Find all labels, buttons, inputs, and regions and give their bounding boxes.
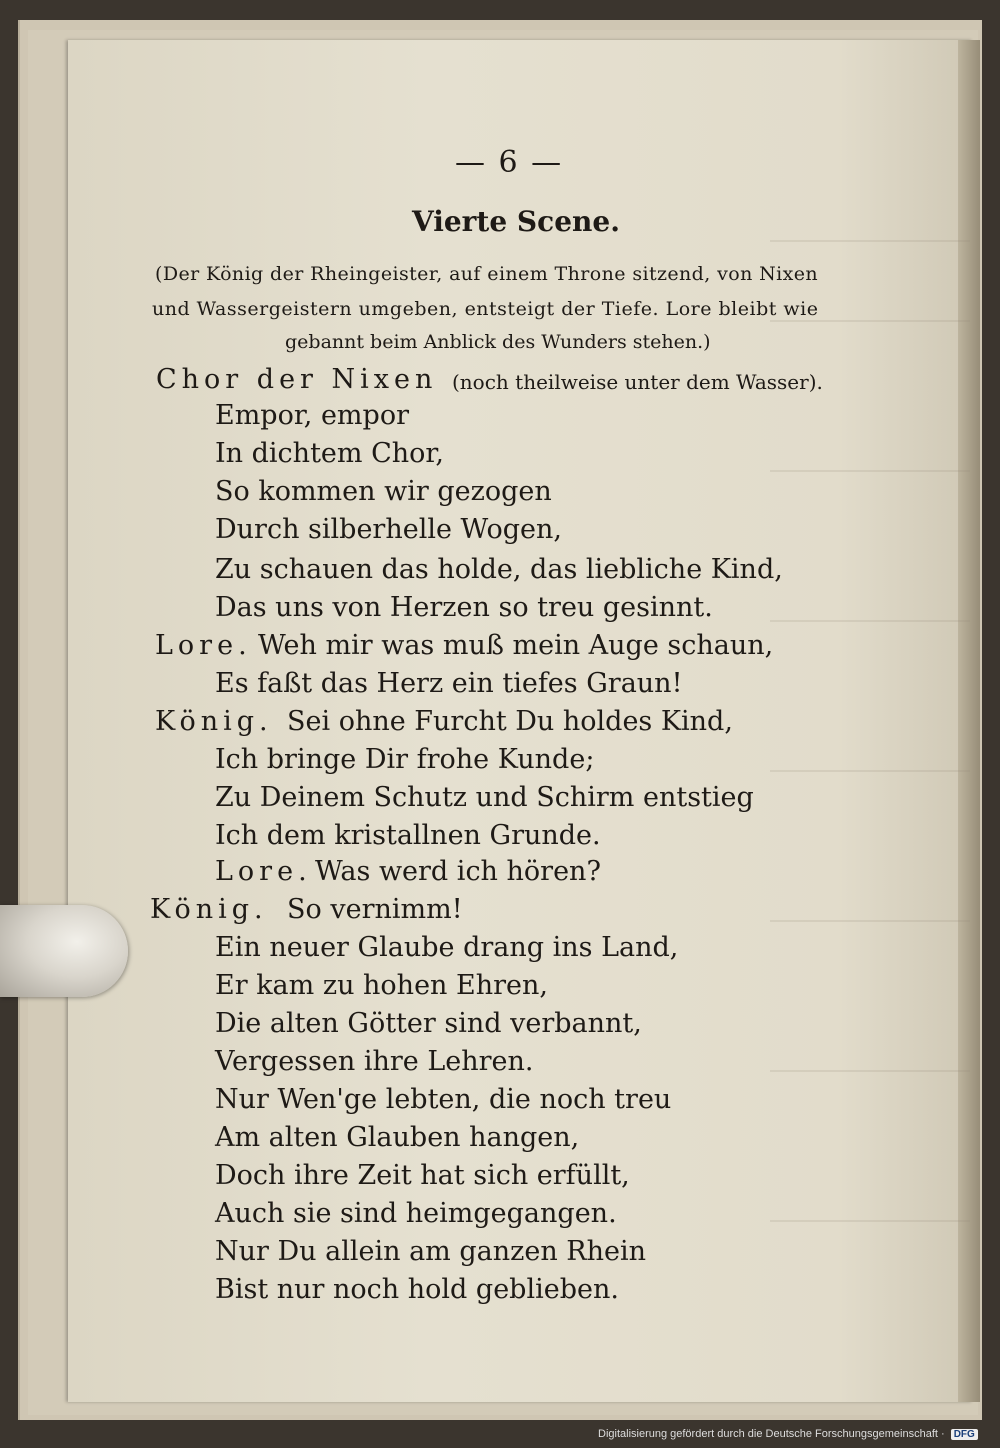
verse-line: Auch sie sind heimgegangen. <box>215 1198 617 1229</box>
verse-line: Die alten Götter sind verbannt, <box>215 1008 642 1039</box>
verse-line: Doch ihre Zeit hat sich erfüllt, <box>215 1160 630 1191</box>
speaker-label: Lore. <box>215 856 312 887</box>
verse-line: Es faßt das Herz ein tiefes Graun! <box>215 668 683 699</box>
verse-line: Am alten Glauben hangen, <box>215 1122 580 1153</box>
verse-line: Ich dem kristallnen Grunde. <box>215 820 601 851</box>
verse-line: So kommen wir gezogen <box>215 476 552 507</box>
bleed-through-line <box>770 620 970 623</box>
verse-line: In dichtem Chor, <box>215 438 444 469</box>
bleed-through-line <box>770 470 970 473</box>
verse-line: Ein neuer Glaube drang ins Land, <box>215 932 679 963</box>
credit-text: Digitalisierung gefördert durch die Deutsche Forschungsgemeinschaft · <box>598 1428 945 1440</box>
digitization-credit <box>598 1428 978 1440</box>
speaker-label: König. <box>150 894 268 925</box>
verse-line: Durch silberhelle Wogen, <box>215 514 562 545</box>
stage-direction-line: und Wassergeistern umgeben, entsteigt der Tiefe. Lore bleibt wie <box>152 298 819 320</box>
scanner-clip <box>0 905 128 997</box>
speaker-label: König. <box>155 706 273 737</box>
dfg-logo: DFG <box>951 1429 978 1440</box>
chorus-stage-note: (noch theilweise unter dem Wasser). <box>452 370 823 394</box>
page-number: — 6 — <box>455 145 564 180</box>
bleed-through-line <box>770 1070 970 1073</box>
verse-line: Das uns von Herzen so treu gesinnt. <box>215 592 713 623</box>
verse-line: Nur Wen'ge lebten, die noch treu <box>215 1084 672 1115</box>
chorus-speaker: Chor der Nixen <box>156 364 438 395</box>
verse-line: Sei ohne Furcht Du holdes Kind, <box>287 706 733 737</box>
bleed-through-line <box>770 240 970 243</box>
bleed-through-line <box>770 920 970 923</box>
verse-line: Weh mir was muß mein Auge schaun, <box>258 630 774 661</box>
bleed-through-line <box>770 770 970 773</box>
verse-line: Ich bringe Dir frohe Kunde; <box>215 744 595 775</box>
verse-line: Bist nur noch hold geblieben. <box>215 1274 619 1305</box>
verse-line: Zu schauen das holde, das liebliche Kind, <box>215 554 783 585</box>
verse-line: Nur Du allein am ganzen Rhein <box>215 1236 647 1267</box>
verse-line: So vernimm! <box>287 894 463 925</box>
bleed-through-line <box>770 1220 970 1223</box>
verse-line: Was werd ich hören? <box>315 856 601 887</box>
stage-direction-line: gebannt beim Anblick des Wunders stehen.) <box>285 331 711 353</box>
scene-heading: Vierte Scene. <box>412 205 620 238</box>
speaker-label: Lore. <box>155 630 252 661</box>
bleed-through-line <box>770 320 970 323</box>
verse-line: Empor, empor <box>215 400 409 431</box>
verse-line: Vergessen ihre Lehren. <box>215 1046 534 1077</box>
page-gutter-shadow <box>958 40 980 1402</box>
stage-direction-line: (Der König der Rheingeister, auf einem Throne sitzend, von Nixen <box>155 263 819 285</box>
verse-line: Zu Deinem Schutz und Schirm entstieg <box>215 782 754 813</box>
verse-line: Er kam zu hohen Ehren, <box>215 970 548 1001</box>
